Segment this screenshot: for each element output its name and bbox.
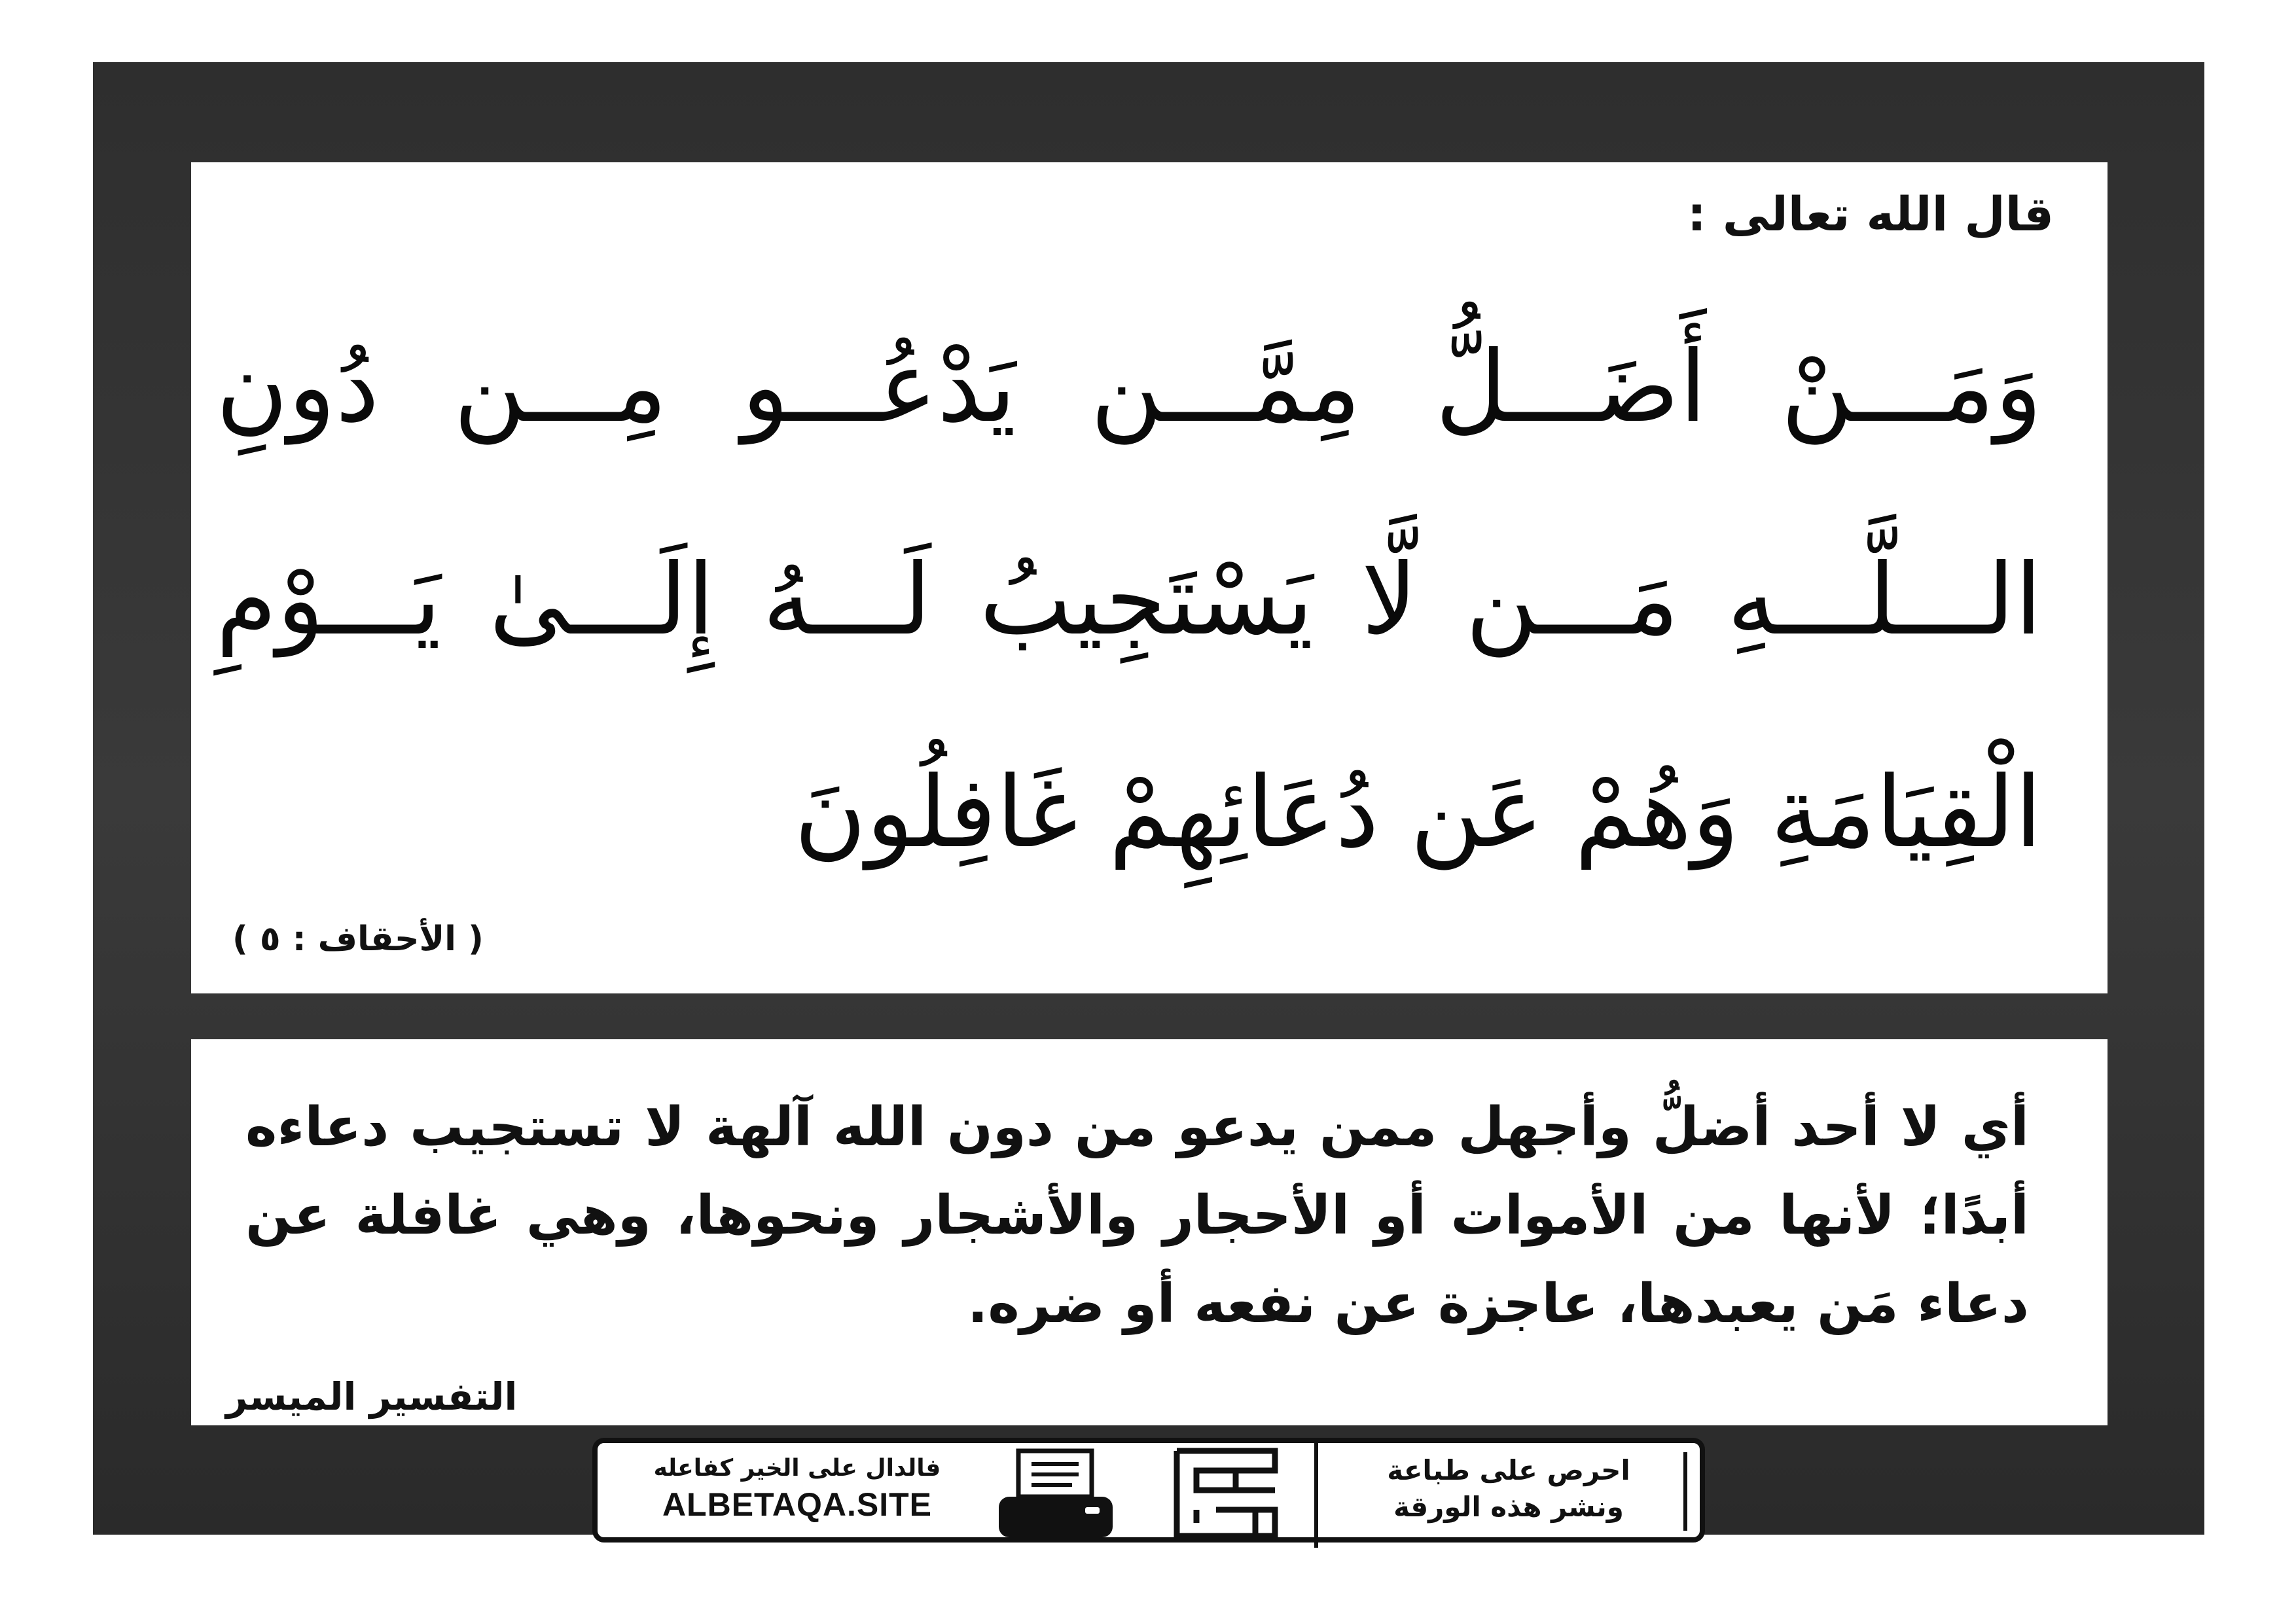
footer-note-line-2: ونشر هذه الورقة [1393, 1491, 1624, 1523]
footer-note-block [1334, 1452, 1687, 1531]
tafsir-source: التفسير الميسر [226, 1374, 518, 1419]
quran-verse [216, 281, 2042, 919]
tafsir-line-1: أي لا أحد أضلُّ وأجهل ممن يدعو من دون الله آلهة لا تستجيب دعاءه [245, 1096, 2029, 1158]
footer-website-block [614, 1450, 980, 1535]
tafsir-line-2: أبدًا؛ لأنها من الأموات أو الأحجار والأشجار ونحوها، وهي غافلة عن [245, 1185, 2029, 1247]
verse-intro: قال الله تعالى : [1687, 187, 2054, 241]
footer-bar [592, 1438, 1705, 1543]
verse-line-3: الْقِيَامَةِ وَهُمْ عَن دُعَائِهِمْ غَافِلُونَ [794, 756, 2042, 870]
footer-slogan: فالدال على الخير كفاعله [653, 1455, 941, 1482]
tafsir-line-3: دعاء مَن يعبدها، عاجزة عن نفعه أو ضره. [967, 1273, 2029, 1335]
tafsir-text [245, 1083, 2029, 1348]
verse-reference: ( الأحقاف : ٥ ) [232, 919, 484, 959]
footer-note-line-1: احرص على طباعة [1387, 1454, 1630, 1486]
website-link[interactable]: ALBETAQA.SITE [662, 1486, 933, 1523]
verse-line-2: الـــلَّـــهِ مَـــن لَّا يَسْتَجِيبُ لَـــهُ إِلَـــىٰ يَـــوْمِ [216, 543, 2042, 657]
logo-icon [1170, 1444, 1282, 1543]
printer-icon [994, 1448, 1118, 1540]
verse-line-1: وَمَـــنْ أَضَـــلُّ مِمَّـــن يَدْعُـــو مِـــن دُونِ [216, 330, 2042, 444]
